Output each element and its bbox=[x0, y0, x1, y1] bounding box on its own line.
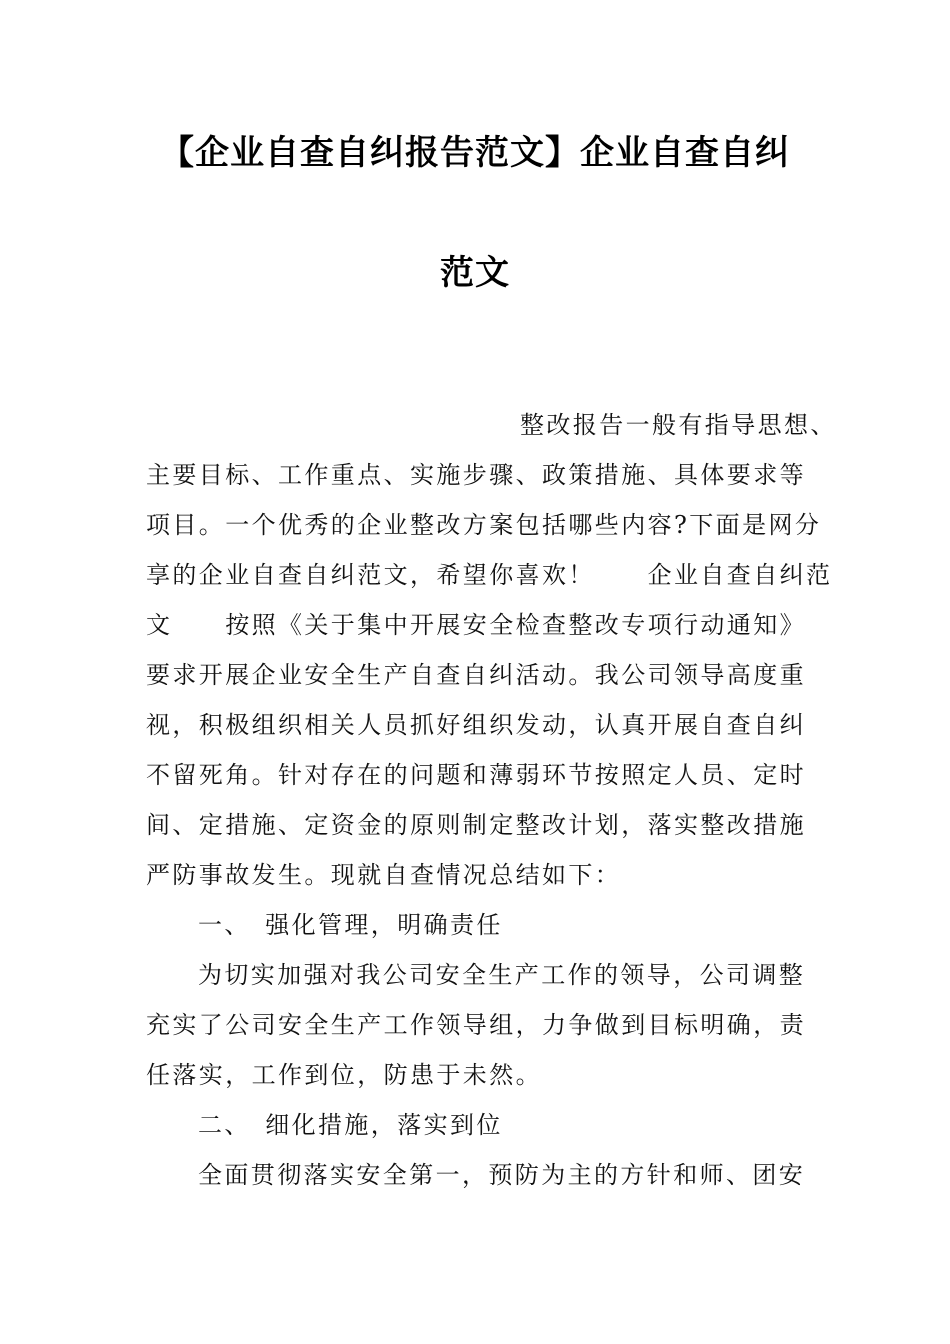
body-line: 享的企业自查自纠范文，希望你喜欢！ 企业自查自纠范 bbox=[146, 561, 833, 589]
body-line: 严防事故发生。现就自查情况总结如下： bbox=[146, 861, 622, 889]
body-line: 间、定措施、定资金的原则制定整改计划，落实整改措施 bbox=[146, 811, 806, 839]
body-line: 为切实加强对我公司安全生产工作的领导，公司调整 bbox=[198, 961, 806, 989]
body-line: 全面贯彻落实安全第一，预防为主的方针和师、团安 bbox=[198, 1161, 806, 1189]
body-line: 主要目标、工作重点、实施步骤、政策措施、具体要求等 bbox=[146, 461, 806, 489]
section-heading-2: 二、 细化措施，落实到位 bbox=[198, 1111, 503, 1139]
body-line: 视，积极组织相关人员抓好组织发动，认真开展自查自纠 bbox=[146, 711, 806, 739]
document-title-line-2: 范文 bbox=[440, 253, 510, 293]
body-line: 不留死角。针对存在的问题和薄弱环节按照定人员、定时 bbox=[146, 761, 806, 789]
section-heading-1: 一、 强化管理，明确责任 bbox=[198, 911, 503, 939]
body-line: 充实了公司安全生产工作领导组，力争做到目标明确，责 bbox=[146, 1011, 806, 1039]
body-line: 项目。一个优秀的企业整改方案包括哪些内容?下面是网分 bbox=[146, 511, 822, 539]
body-line: 任落实，工作到位，防患于未然。 bbox=[146, 1061, 542, 1089]
document-title-line-1: 【企业自查自纠报告范文】企业自查自纠 bbox=[160, 133, 790, 173]
body-line: 文 按照《关于集中开展安全检查整改专项行动通知》 bbox=[146, 611, 806, 639]
body-line: 要求开展企业安全生产自查自纠活动。我公司领导高度重 bbox=[146, 661, 806, 689]
body-line: 整改报告一般有指导思想、 bbox=[520, 411, 837, 439]
